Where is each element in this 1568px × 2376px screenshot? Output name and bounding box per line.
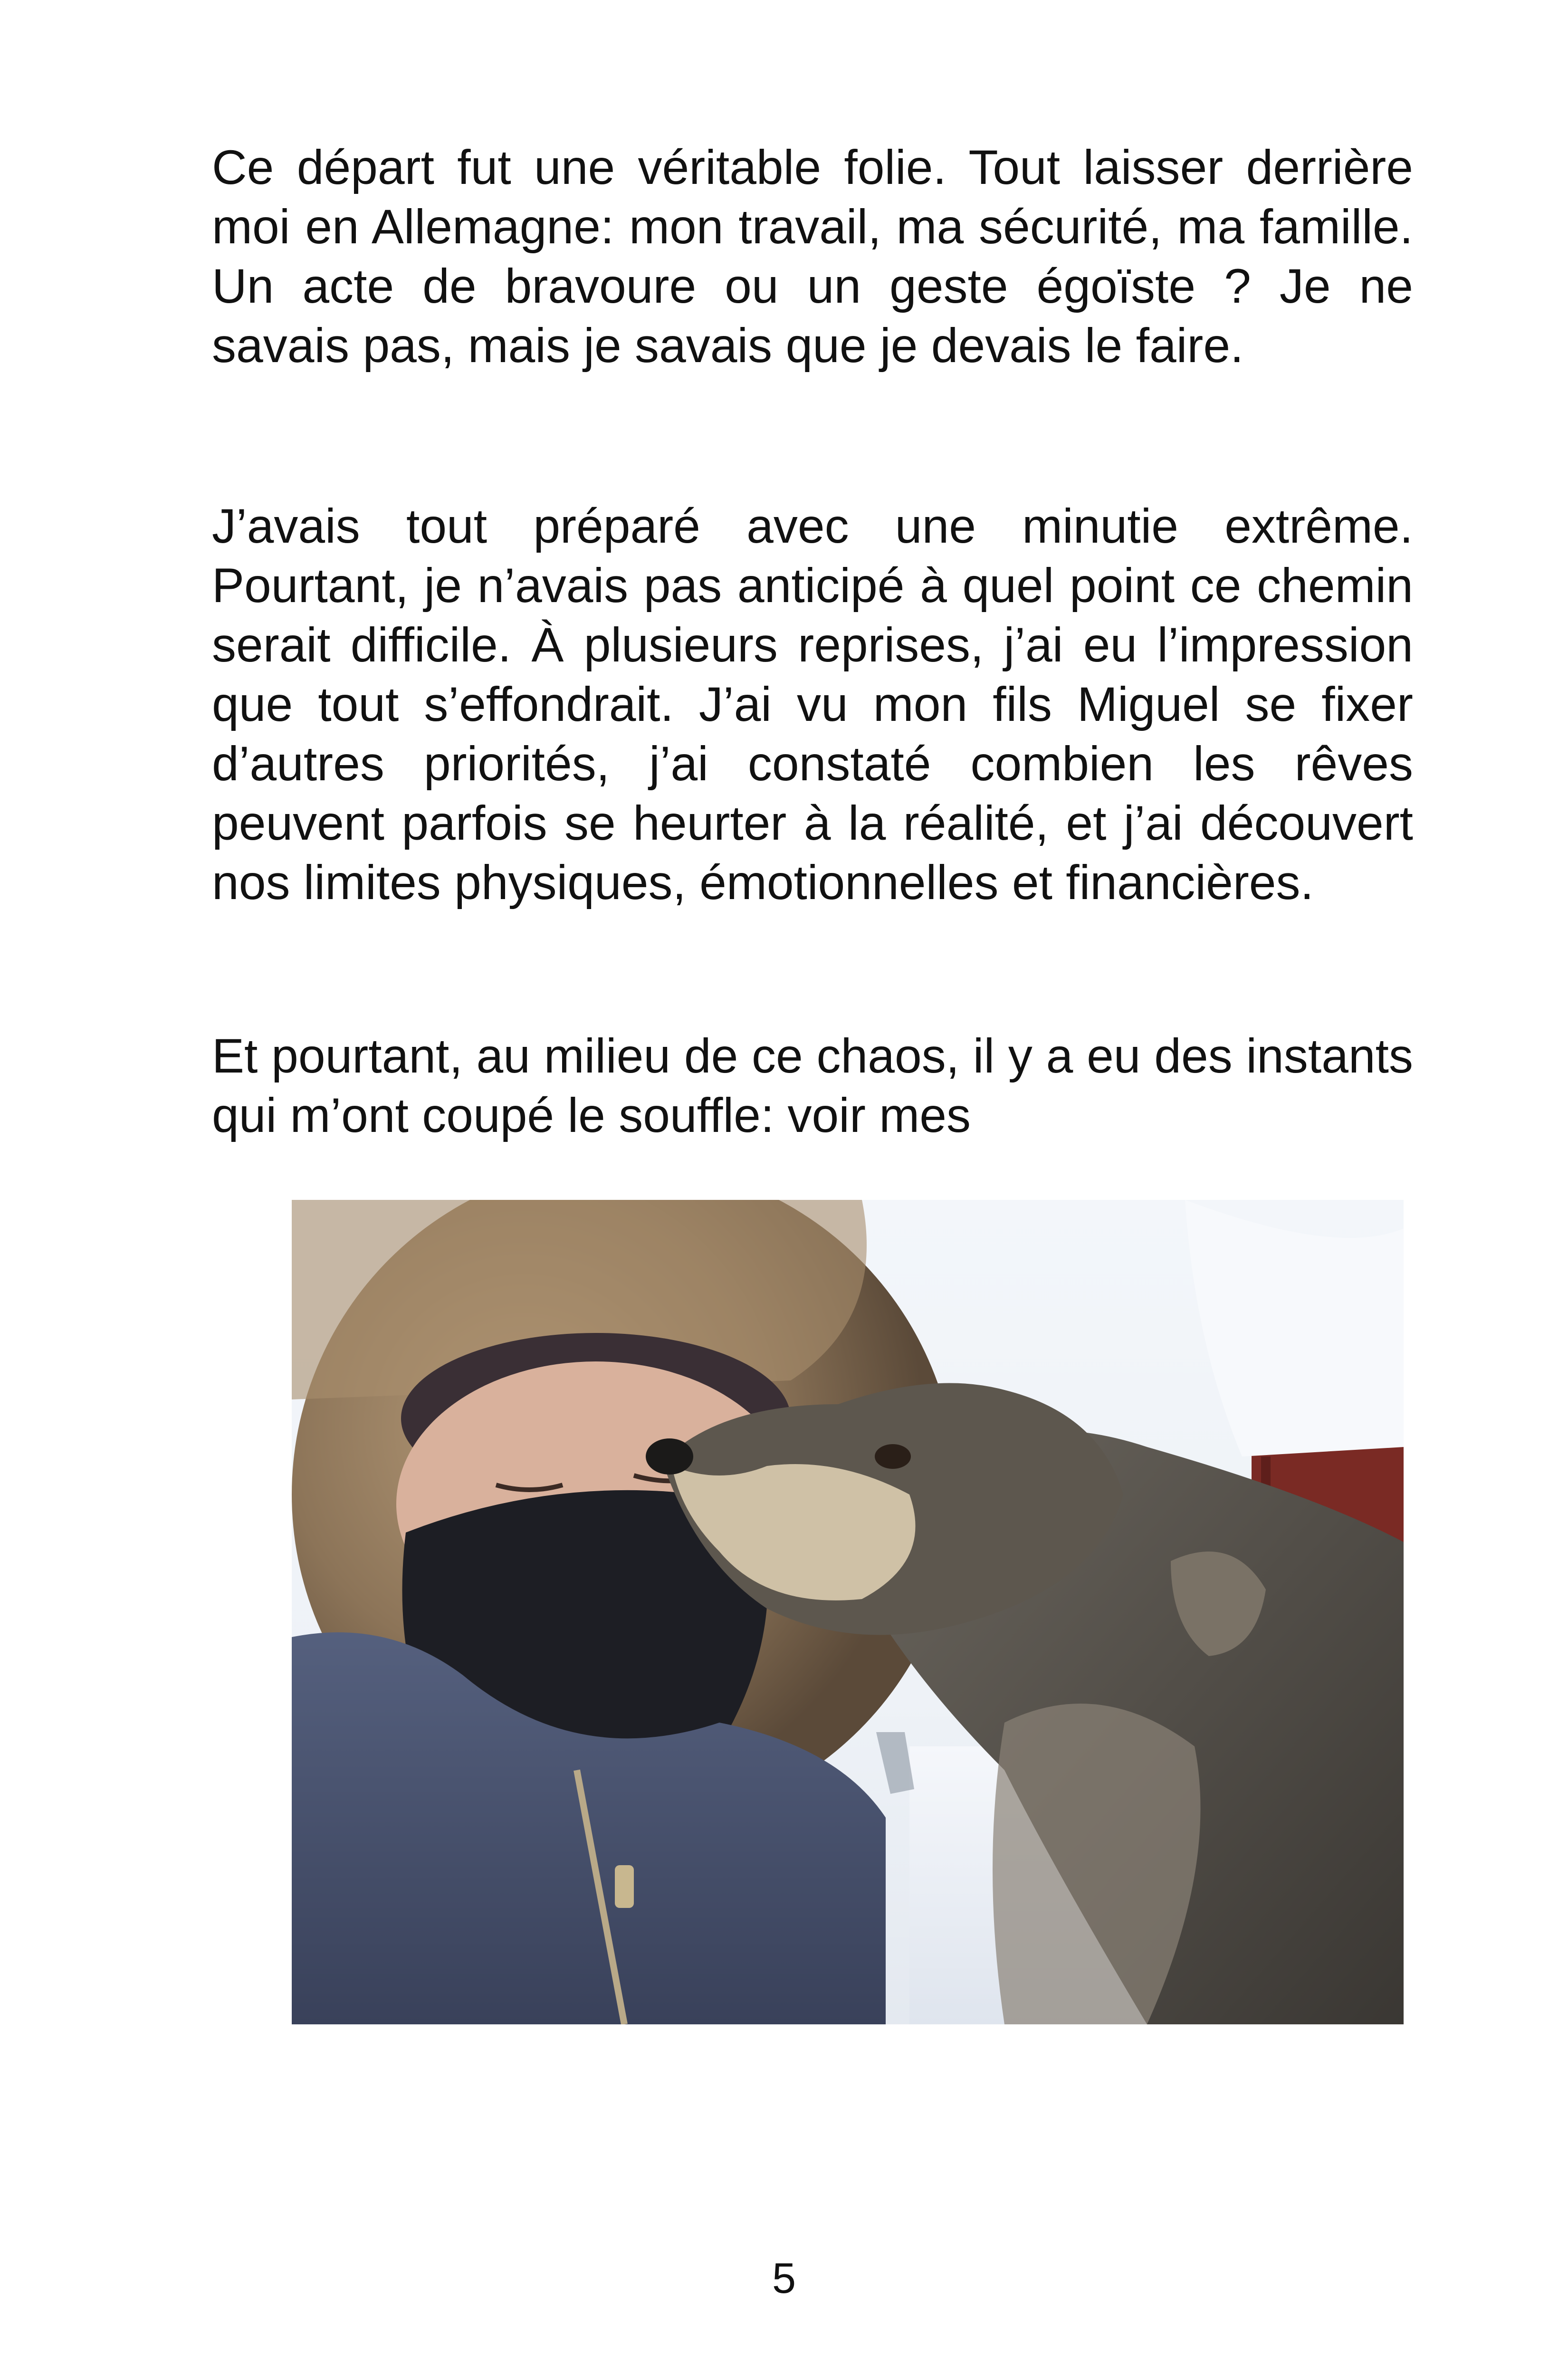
paragraph-1 — [212, 138, 1413, 375]
paragraph-3-text: Et pourtant, au milieu de ce chaos, il y a eu des instants qui m’ont coupé le souffle: voir mes — [212, 1029, 1413, 1142]
paragraph-2-text: J’avais tout préparé avec une minutie extrême. Pourtant, je n’avais pas anticipé à quel point ce chemin serait difficile. À plusieurs reprises, j’ai eu l’impression que tout s’effondrait. J’ai vu mon fils Miguel se fixer d’autres priorités, j’ai constaté combien les rêves peuvent parfois se heurter à la réalité, et j’ai découvert nos limites physiques, émotionnelles et financières. — [212, 499, 1413, 910]
paragraph-2 — [212, 497, 1413, 912]
photo-illustration — [292, 1200, 1404, 2024]
page-number: 5 — [772, 2255, 796, 2302]
paragraph-1-text: Ce départ fut une véritable folie. Tout laisser derrière moi en Allemagne: mon travail, ma sécurité, ma famille. Un acte de bravoure ou un geste égoïste ? Je ne savais pas, mais je savais que je devais le faire. — [212, 140, 1413, 373]
photo-woman-kissed-by-dog — [292, 1200, 1404, 2024]
paragraph-3 — [212, 1026, 1413, 1145]
